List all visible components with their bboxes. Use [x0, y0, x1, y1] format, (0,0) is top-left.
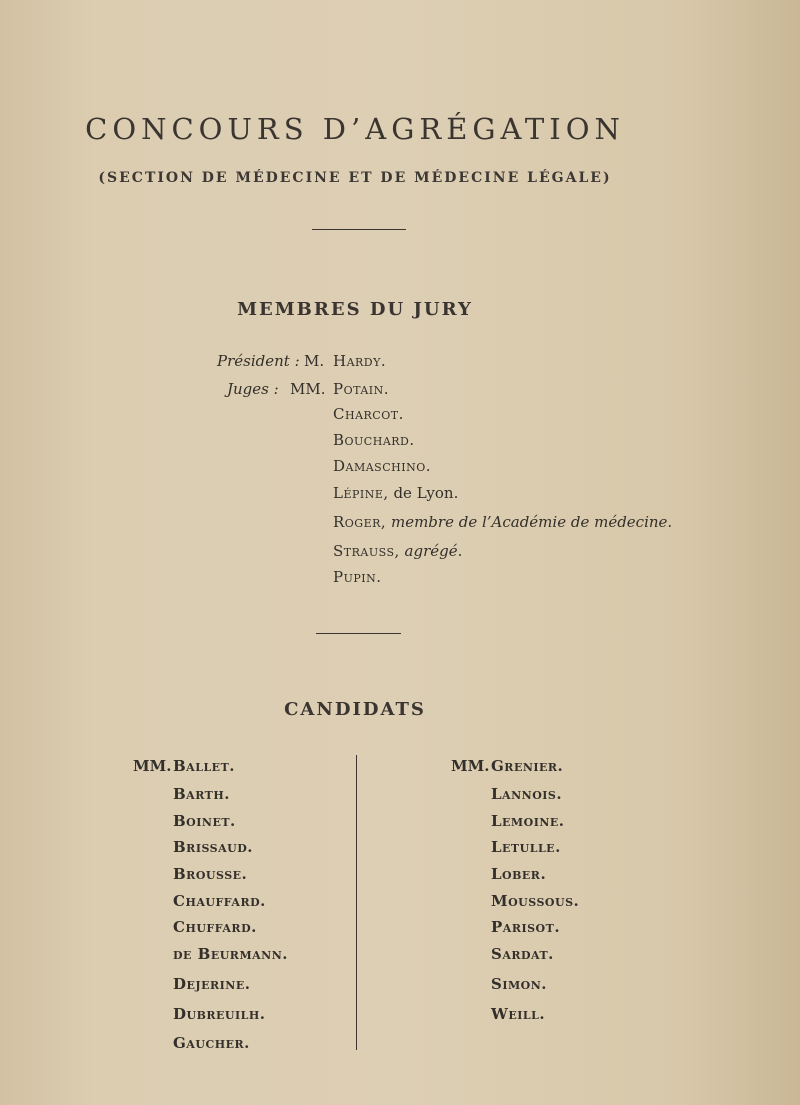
jury-member-note: agrégé. [404, 542, 463, 560]
president-prefix: M. [304, 352, 325, 370]
jury-member [333, 542, 462, 560]
candidate-name: Dejerine. [173, 975, 251, 993]
candidate-name: Barth. [173, 785, 230, 803]
candidats-right-prefix: MM. [451, 757, 490, 775]
column-divider [356, 755, 357, 1050]
candidate-name: Gaucher. [173, 1034, 250, 1052]
candidate-name: Moussous. [491, 892, 580, 910]
candidate-name: Letulle. [491, 838, 561, 856]
divider-rule [316, 633, 401, 634]
candidate-name: Simon. [491, 975, 548, 993]
candidate-name: Chuffard. [173, 918, 257, 936]
jury-member-name: Pupin. [333, 568, 382, 586]
candidate-name: Parisot. [491, 918, 561, 936]
candidats-left-prefix: MM. [133, 757, 172, 775]
jury-member-name: Damaschino. [333, 457, 431, 475]
jury-member [333, 457, 431, 475]
candidate-name: Weill. [491, 1005, 546, 1023]
juges-label: Juges : [227, 380, 279, 398]
jury-member-name: Strauss, [333, 542, 400, 560]
jury-member-name: Roger, [333, 513, 387, 531]
candidate-name: Brousse. [173, 865, 248, 883]
candidate-name: Lemoine. [491, 812, 565, 830]
page-title: CONCOURS D’AGRÉGATION [85, 112, 625, 146]
jury-member-name: Charcot. [333, 405, 404, 423]
jury-member-name: Potain. [333, 380, 390, 398]
candidate-name: Brissaud. [173, 838, 253, 856]
candidate-name: de Beurmann. [173, 945, 288, 963]
president-label: Président : [217, 352, 300, 370]
candidate-name: Lober. [491, 865, 547, 883]
jury-heading: MEMBRES DU JURY [237, 299, 473, 320]
candidate-name: Dubreuilh. [173, 1005, 266, 1023]
jury-member [333, 405, 404, 423]
page-subtitle: (SECTION DE MÉDECINE ET DE MÉDECINE LÉGALE) [98, 170, 612, 186]
jury-member-name: Lépine, [333, 484, 389, 502]
candidate-name: Chauffard. [173, 892, 266, 910]
candidate-name: Boinet. [173, 812, 236, 830]
jury-member [333, 380, 389, 398]
jury-member-note: membre de l’Académie de médecine. [390, 513, 673, 531]
jury-member [333, 431, 415, 449]
jury-member [333, 513, 672, 531]
jury-member [333, 568, 382, 586]
jury-member-name: Bouchard. [333, 431, 415, 449]
divider-rule [312, 229, 406, 230]
jury-member-note: de Lyon. [393, 484, 459, 502]
candidats-heading: CANDIDATS [284, 699, 426, 720]
candidate-name: Lannois. [491, 785, 563, 803]
juges-prefix: MM. [290, 380, 326, 398]
president-name: Hardy. [333, 352, 387, 370]
candidate-name: Grenier. [491, 757, 564, 775]
candidate-name: Sardat. [491, 945, 554, 963]
jury-member [333, 484, 458, 502]
candidate-name: Ballet. [173, 757, 235, 775]
